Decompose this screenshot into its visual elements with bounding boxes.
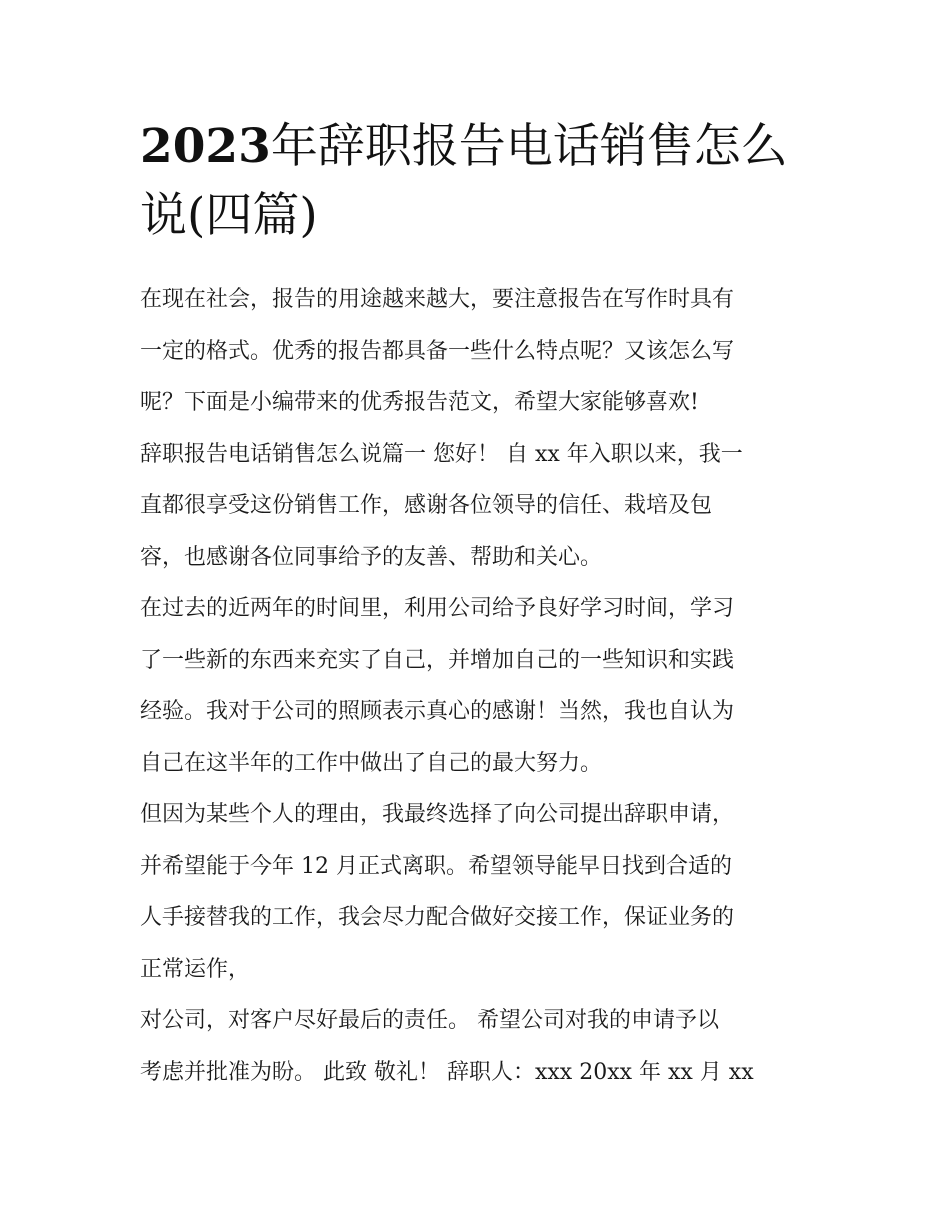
title-year: 2023 bbox=[140, 119, 271, 174]
body-line: 对公司，对客户尽好最后的责任。 希望公司对我的申请予以 bbox=[140, 1008, 719, 1033]
body-line: 在现在社会，报告的用途越来越大，要注意报告在写作时具有 bbox=[140, 287, 735, 312]
body-line: 并希望能于今年 12 月正式离职。希望领导能早日找到合适的 bbox=[140, 853, 732, 879]
body-line: 呢？下面是小编带来的优秀报告范文，希望大家能够喜欢! bbox=[140, 390, 699, 415]
body-line: 直都很享受这份销售工作，感谢各位领导的信任、栽培及包 bbox=[140, 493, 713, 518]
body-line: 在过去的近两年的时间里，利用公司给予良好学习时间，学习 bbox=[140, 596, 735, 621]
body-line: 经验。我对于公司的照顾表示真心的感谢！当然，我也自认为 bbox=[140, 699, 735, 724]
body-line: 了一些新的东西来充实了自己，并增加自己的一些知识和实践 bbox=[140, 647, 735, 673]
body-line: 正常运作， bbox=[140, 956, 251, 982]
body-line: 人手接替我的工作，我会尽力配合做好交接工作，保证业务的 bbox=[140, 905, 735, 930]
body-line: 考虑并批准为盼。 此致 敬礼！ 辞职人：xxx 20xx 年 xx 月 xx bbox=[140, 1059, 754, 1085]
body-line: 辞职报告电话销售怎么说篇一 您好！ 自 xx 年入职以来，我一 bbox=[140, 441, 743, 467]
title-line1-rest: 年辞职报告电话销售怎么 bbox=[270, 119, 788, 174]
body-line: 容，也感谢各位同事给予的友善、帮助和关心。 bbox=[140, 544, 603, 570]
body-line: 自己在这半年的工作中做出了自己的最大努力。 bbox=[140, 750, 603, 776]
page-title bbox=[140, 112, 820, 250]
title-line2: 说(四篇) bbox=[140, 188, 318, 243]
document-body bbox=[140, 274, 820, 1098]
body-line: 但因为某些个人的理由，我最终选择了向公司提出辞职申请， bbox=[140, 802, 735, 827]
body-line: 一定的格式。优秀的报告都具备一些什么特点呢？又该怎么写 bbox=[140, 338, 735, 364]
